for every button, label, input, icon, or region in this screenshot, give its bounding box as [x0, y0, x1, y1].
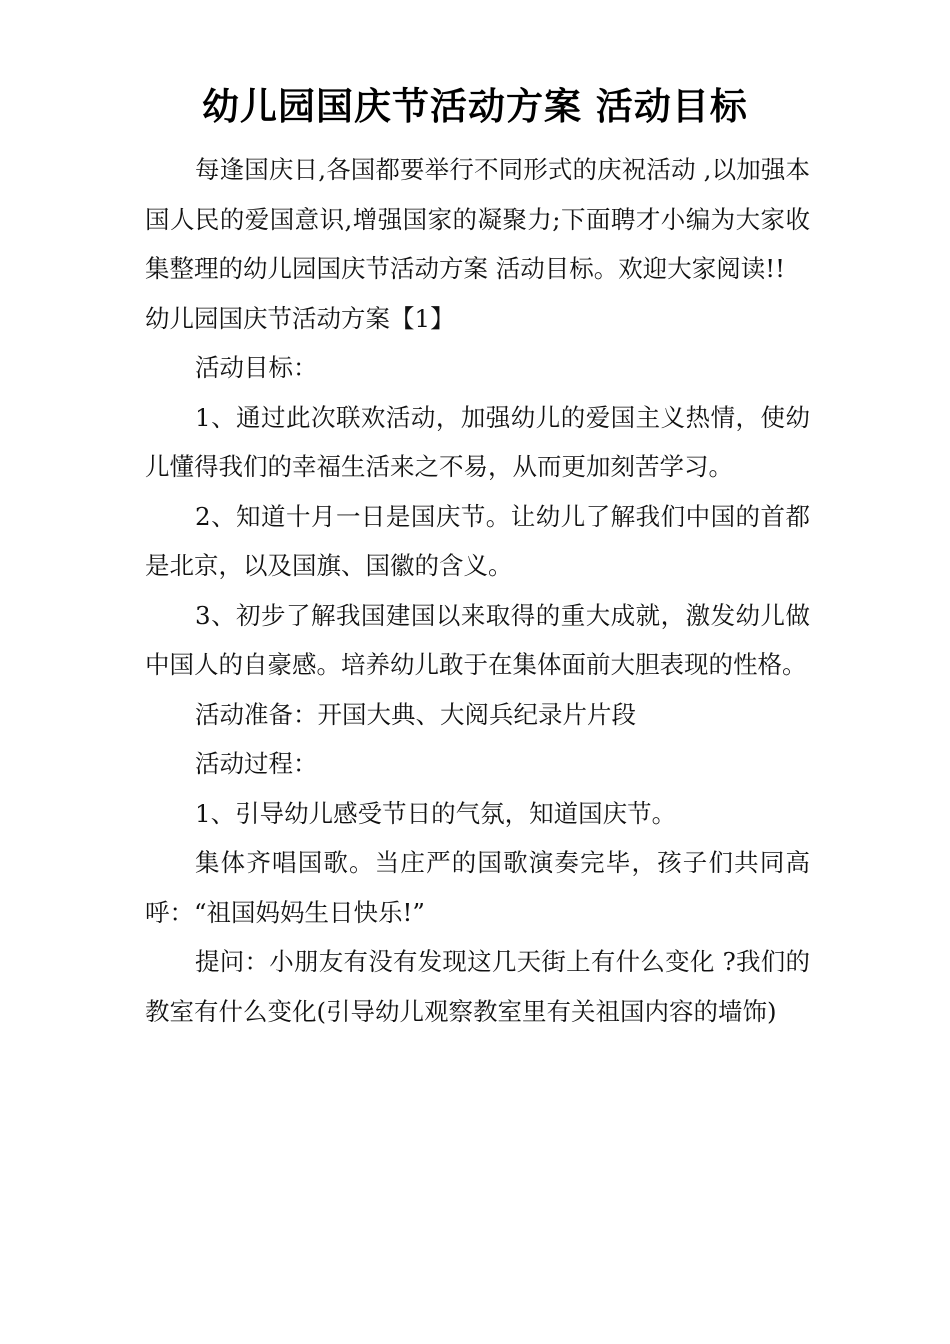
document-title: 幼儿园国庆节活动方案 活动目标: [202, 85, 748, 128]
question-paragraph: 提问：小朋友有没有发现这几天街上有什么变化 ?我们的教室有什么变化(引导幼儿观察教室里有关祖国内容的墙饰): [145, 947, 810, 1026]
process-heading: 活动过程：: [195, 749, 318, 778]
goal-item-1: 1、通过此次联欢活动，加强幼儿的爱国主义热情，使幼儿懂得我们的幸福生活来之不易，从而更加刻苦学习。: [145, 402, 810, 481]
goal-item-2: 2、知道十月一日是国庆节。让幼儿了解我们中国的首都是北京，以及国旗、国徽的含义。: [145, 501, 810, 580]
intro-paragraph: 每逢国庆日,各国都要举行不同形式的庆祝活动 ,以加强本国人民的爱国意识,增强国家的凝聚力;下面聘才小编为大家收集整理的幼儿园国庆节活动方案 活动目标。欢迎大家阅读!!: [145, 155, 810, 283]
section-heading: 幼儿园国庆节活动方案【1】: [145, 303, 455, 333]
goals-heading: 活动目标：: [195, 353, 318, 382]
anthem-paragraph: 集体齐唱国歌。当庄严的国歌演奏完毕，孩子们共同高呼：“祖国妈妈生日快乐!”: [145, 848, 810, 927]
process-step-1: 1、引导幼儿感受节日的气氛，知道国庆节。: [195, 798, 677, 828]
preparation-paragraph: 活动准备：开国大典、大阅兵纪录片片段: [195, 699, 636, 729]
document-body: [145, 145, 810, 1036]
goal-item-3: 3、初步了解我国建国以来取得的重大成就，激发幼儿做中国人的自豪感。培养幼儿敢于在集体面前大胆表现的性格。: [145, 600, 810, 679]
